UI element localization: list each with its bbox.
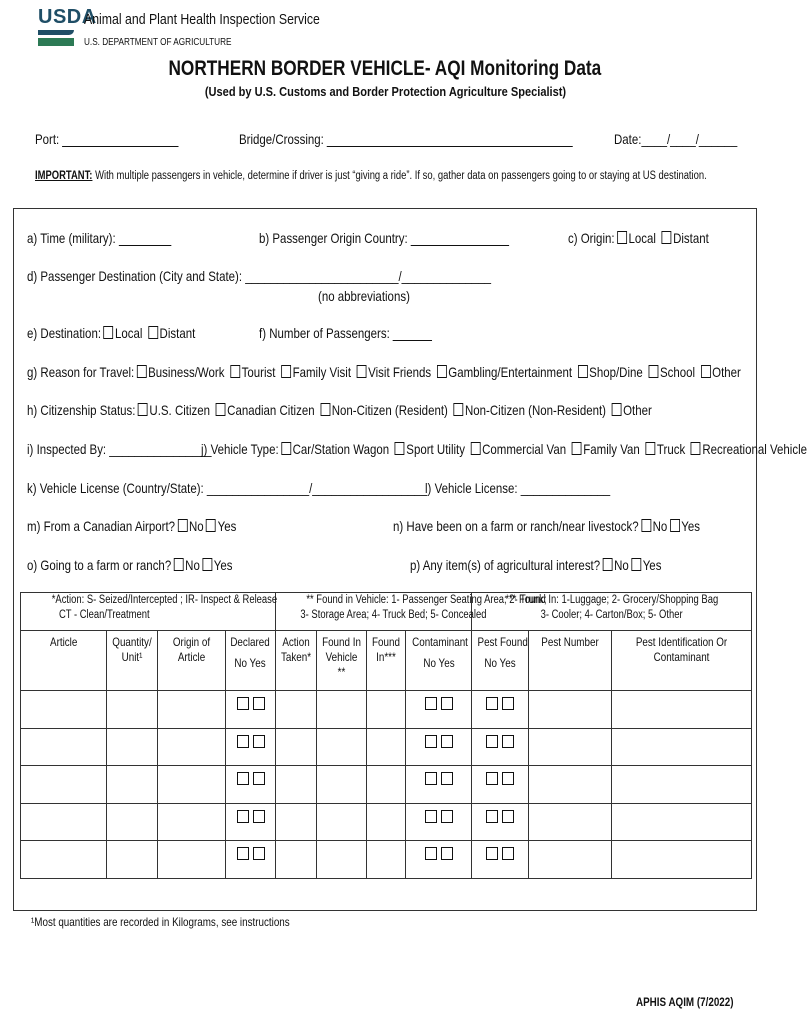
table-cell[interactable] bbox=[158, 803, 226, 841]
table-cell[interactable] bbox=[107, 803, 158, 841]
table-cell[interactable] bbox=[158, 728, 226, 766]
no-checkbox[interactable] bbox=[425, 697, 437, 710]
no-checkbox[interactable] bbox=[425, 847, 437, 860]
no-checkbox[interactable] bbox=[237, 847, 249, 860]
table-cell[interactable] bbox=[612, 766, 752, 804]
table-cell[interactable] bbox=[317, 766, 367, 804]
no-checkbox[interactable] bbox=[486, 697, 498, 710]
yes-checkbox[interactable] bbox=[502, 697, 514, 710]
yes-checkbox[interactable] bbox=[441, 847, 453, 860]
citizenship-checkbox[interactable] bbox=[138, 403, 148, 416]
table-cell[interactable] bbox=[107, 766, 158, 804]
contaminant-header: Contaminant No Yes bbox=[406, 631, 472, 691]
reason-checkbox[interactable] bbox=[578, 365, 588, 378]
canadian-airport-field: m) From a Canadian Airport? No Yes bbox=[27, 518, 237, 534]
table-cell[interactable] bbox=[529, 691, 612, 729]
yes-checkbox[interactable] bbox=[502, 810, 514, 823]
destination-distant-checkbox[interactable] bbox=[148, 326, 158, 339]
table-cell[interactable] bbox=[612, 841, 752, 879]
usda-logo-swoosh-icon bbox=[38, 30, 74, 35]
airport-no-checkbox[interactable] bbox=[177, 519, 187, 532]
destination-local-checkbox[interactable] bbox=[103, 326, 113, 339]
reason-checkbox[interactable] bbox=[701, 365, 711, 378]
vehicle-type-field: j) Vehicle Type: Car/Station Wagon Sport Utility Commercial Van Family Van Truck Recreational Vehicle bbox=[201, 441, 807, 457]
table-row bbox=[21, 728, 752, 766]
origin-distant-checkbox[interactable] bbox=[662, 231, 672, 244]
form-id: APHIS AQIM (7/2022) bbox=[636, 995, 734, 1009]
table-row bbox=[21, 803, 752, 841]
table-cell[interactable] bbox=[472, 766, 529, 804]
table-cell[interactable] bbox=[367, 841, 406, 879]
action-taken-header: Action Taken* bbox=[276, 631, 317, 691]
port-field[interactable]: Port: bbox=[35, 131, 179, 147]
table-cell[interactable] bbox=[406, 728, 472, 766]
table-cell[interactable] bbox=[406, 803, 472, 841]
pest-identification-header: Pest Identification Or Contaminant bbox=[612, 631, 752, 691]
bridge-crossing-field[interactable]: Bridge/Crossing: bbox=[239, 131, 573, 147]
table-cell[interactable] bbox=[21, 766, 107, 804]
article-header: Article bbox=[21, 631, 107, 691]
going-farm-no-checkbox[interactable] bbox=[174, 558, 184, 571]
agency-name: Animal and Plant Health Inspection Service bbox=[84, 11, 320, 28]
table-cell[interactable] bbox=[529, 766, 612, 804]
destination-city-state-field[interactable]: d) Passenger Destination (City and State): ________________________/______________ bbox=[27, 268, 492, 284]
found-in-vehicle-header: Found In Vehicle ** bbox=[317, 631, 367, 691]
no-checkbox[interactable] bbox=[486, 847, 498, 860]
table-cell[interactable] bbox=[472, 691, 529, 729]
no-checkbox[interactable] bbox=[486, 735, 498, 748]
table-cell[interactable] bbox=[107, 691, 158, 729]
table-cell[interactable] bbox=[612, 691, 752, 729]
farm-visited-field: n) Have been on a farm or ranch/near livestock? No Yes bbox=[393, 518, 700, 534]
action-legend: *Action: S- Seized/Intercepted ; IR- Inspect & Release CT - Clean/Treatment bbox=[21, 593, 276, 631]
table-cell[interactable] bbox=[21, 691, 107, 729]
table-cell[interactable] bbox=[367, 803, 406, 841]
no-checkbox[interactable] bbox=[486, 810, 498, 823]
important-note: IMPORTANT: With multiple passengers in vehicle, determine if driver is just “giving a ride”. If so, gather data on passengers going to or staying at US destination. bbox=[35, 170, 707, 182]
table-row bbox=[21, 766, 752, 804]
reason-for-travel-field: g) Reason for Travel: Business/Work Tourist Family Visit Visit Friends Gambling/Entertainment Shop/Dine School Other bbox=[27, 364, 741, 380]
citizenship-checkbox[interactable] bbox=[612, 403, 622, 416]
table-cell[interactable] bbox=[612, 728, 752, 766]
form-subtitle: (Used by U.S. Customs and Border Protection Agriculture Specialist) bbox=[204, 84, 566, 99]
no-checkbox[interactable] bbox=[425, 810, 437, 823]
vehicle-legend: ** Found in Vehicle: 1- Passenger Seating Area; 2- Trunk; 3- Storage Area; 4- Truck Bed; 5- Concealed bbox=[276, 593, 472, 631]
usda-logo: USDA bbox=[38, 6, 97, 28]
passenger-count-field[interactable]: f) Number of Passengers: bbox=[259, 325, 432, 341]
table-cell[interactable] bbox=[21, 803, 107, 841]
yes-checkbox[interactable] bbox=[441, 810, 453, 823]
table-cell[interactable] bbox=[226, 803, 276, 841]
table-cell[interactable] bbox=[276, 691, 317, 729]
table-cell[interactable] bbox=[317, 841, 367, 879]
table-row bbox=[21, 841, 752, 879]
footnote: ¹Most quantities are recorded in Kilograms, see instructions bbox=[31, 915, 290, 929]
going-to-farm-field: o) Going to a farm or ranch? No Yes bbox=[27, 557, 233, 573]
agricultural-items-field: p) Any item(s) of agricultural interest? No Yes bbox=[410, 557, 662, 573]
destination-field: e) Destination: Local Distant bbox=[27, 325, 196, 341]
citizenship-checkbox[interactable] bbox=[320, 403, 330, 416]
vehicle-type-checkbox[interactable] bbox=[395, 442, 405, 455]
declared-header: Declared No Yes bbox=[226, 631, 276, 691]
going-farm-yes-checkbox[interactable] bbox=[202, 558, 212, 571]
table-cell[interactable] bbox=[472, 803, 529, 841]
reason-checkbox[interactable] bbox=[437, 365, 447, 378]
no-checkbox[interactable] bbox=[237, 772, 249, 785]
table-cell[interactable] bbox=[472, 728, 529, 766]
pest-found-header: Pest Found No Yes bbox=[472, 631, 529, 691]
vehicle-license-country-field[interactable]: k) Vehicle License (Country/State): ________________/__________________ bbox=[27, 480, 428, 496]
reason-checkbox[interactable] bbox=[137, 365, 147, 378]
reason-checkbox[interactable] bbox=[648, 365, 658, 378]
table-cell[interactable] bbox=[226, 766, 276, 804]
yes-checkbox[interactable] bbox=[441, 697, 453, 710]
inspected-by-field[interactable]: i) Inspected By: ________________ bbox=[27, 441, 212, 457]
no-checkbox[interactable] bbox=[237, 810, 249, 823]
no-abbreviations-note: (no abbreviations) bbox=[318, 288, 410, 304]
legend-row bbox=[21, 593, 752, 631]
yes-checkbox[interactable] bbox=[253, 697, 265, 710]
table-cell[interactable] bbox=[317, 728, 367, 766]
airport-yes-checkbox[interactable] bbox=[206, 519, 216, 532]
table-cell[interactable] bbox=[472, 841, 529, 879]
vehicle-type-checkbox[interactable] bbox=[691, 442, 701, 455]
table-cell[interactable] bbox=[226, 841, 276, 879]
table-cell[interactable] bbox=[107, 841, 158, 879]
table-cell[interactable] bbox=[612, 803, 752, 841]
reason-checkbox[interactable] bbox=[230, 365, 240, 378]
table-cell[interactable] bbox=[276, 841, 317, 879]
table-cell[interactable] bbox=[21, 841, 107, 879]
found-in-header: Found In*** bbox=[367, 631, 406, 691]
table-cell[interactable] bbox=[158, 691, 226, 729]
origin-field: c) Origin: Local Distant bbox=[568, 230, 709, 246]
quantity-header: Quantity/ Unit¹ bbox=[107, 631, 158, 691]
vehicle-type-checkbox[interactable] bbox=[572, 442, 582, 455]
table-cell[interactable] bbox=[276, 766, 317, 804]
table-cell[interactable] bbox=[226, 691, 276, 729]
items-table bbox=[20, 592, 752, 879]
pest-number-header: Pest Number bbox=[529, 631, 612, 691]
table-cell[interactable] bbox=[406, 691, 472, 729]
table-cell[interactable] bbox=[317, 691, 367, 729]
ag-items-no-checkbox[interactable] bbox=[603, 558, 613, 571]
reason-checkbox[interactable] bbox=[357, 365, 367, 378]
table-cell[interactable] bbox=[158, 841, 226, 879]
table-cell[interactable] bbox=[529, 728, 612, 766]
yes-checkbox[interactable] bbox=[253, 735, 265, 748]
no-checkbox[interactable] bbox=[425, 772, 437, 785]
yes-checkbox[interactable] bbox=[502, 772, 514, 785]
table-cell[interactable] bbox=[406, 841, 472, 879]
time-field[interactable]: a) Time (military): bbox=[27, 230, 171, 246]
usda-logo-field-icon bbox=[38, 38, 74, 46]
no-checkbox[interactable] bbox=[237, 697, 249, 710]
yes-checkbox[interactable] bbox=[441, 772, 453, 785]
origin-local-checkbox[interactable] bbox=[617, 231, 627, 244]
table-cell[interactable] bbox=[367, 691, 406, 729]
vehicle-type-checkbox[interactable] bbox=[471, 442, 481, 455]
vehicle-type-checkbox[interactable] bbox=[645, 442, 655, 455]
farm-visited-yes-checkbox[interactable] bbox=[670, 519, 680, 532]
found-in-legend: *** Found In: 1-Luggage; 2- Grocery/Shopping Bag 3- Cooler; 4- Carton/Box; 5- Other bbox=[472, 593, 752, 631]
yes-checkbox[interactable] bbox=[441, 735, 453, 748]
column-header-row bbox=[21, 631, 752, 691]
department-name: U.S. DEPARTMENT OF AGRICULTURE bbox=[84, 37, 232, 48]
date-field[interactable]: Date:____/____/______ bbox=[614, 131, 738, 147]
table-row bbox=[21, 691, 752, 729]
table-cell[interactable] bbox=[21, 728, 107, 766]
vehicle-type-checkbox[interactable] bbox=[281, 442, 291, 455]
no-checkbox[interactable] bbox=[425, 735, 437, 748]
table-cell[interactable] bbox=[529, 803, 612, 841]
citizenship-checkbox[interactable] bbox=[216, 403, 226, 416]
no-checkbox[interactable] bbox=[486, 772, 498, 785]
yes-checkbox[interactable] bbox=[502, 735, 514, 748]
table-cell[interactable] bbox=[317, 803, 367, 841]
origin-country-field[interactable]: b) Passenger Origin Country: bbox=[259, 230, 509, 246]
table-cell[interactable] bbox=[226, 728, 276, 766]
origin-header: Origin of Article bbox=[158, 631, 226, 691]
vehicle-license-field[interactable]: l) Vehicle License: ______________ bbox=[425, 480, 611, 496]
citizenship-checkbox[interactable] bbox=[454, 403, 464, 416]
table-cell[interactable] bbox=[158, 766, 226, 804]
form-title: NORTHERN BORDER VEHICLE- AQI Monitoring Data bbox=[168, 57, 602, 80]
citizenship-status-field: h) Citizenship Status: U.S. Citizen Canadian Citizen Non-Citizen (Resident) Non-Citizen (Non-Resident) Other bbox=[27, 402, 652, 418]
yes-checkbox[interactable] bbox=[502, 847, 514, 860]
yes-checkbox[interactable] bbox=[253, 847, 265, 860]
yes-checkbox[interactable] bbox=[253, 810, 265, 823]
table-cell[interactable] bbox=[406, 766, 472, 804]
table-cell[interactable] bbox=[276, 803, 317, 841]
farm-visited-no-checkbox[interactable] bbox=[641, 519, 651, 532]
table-cell[interactable] bbox=[367, 766, 406, 804]
no-checkbox[interactable] bbox=[237, 735, 249, 748]
yes-checkbox[interactable] bbox=[253, 772, 265, 785]
table-cell[interactable] bbox=[529, 841, 612, 879]
table-cell[interactable] bbox=[367, 728, 406, 766]
table-cell[interactable] bbox=[276, 728, 317, 766]
table-cell[interactable] bbox=[107, 728, 158, 766]
ag-items-yes-checkbox[interactable] bbox=[631, 558, 641, 571]
reason-checkbox[interactable] bbox=[281, 365, 291, 378]
